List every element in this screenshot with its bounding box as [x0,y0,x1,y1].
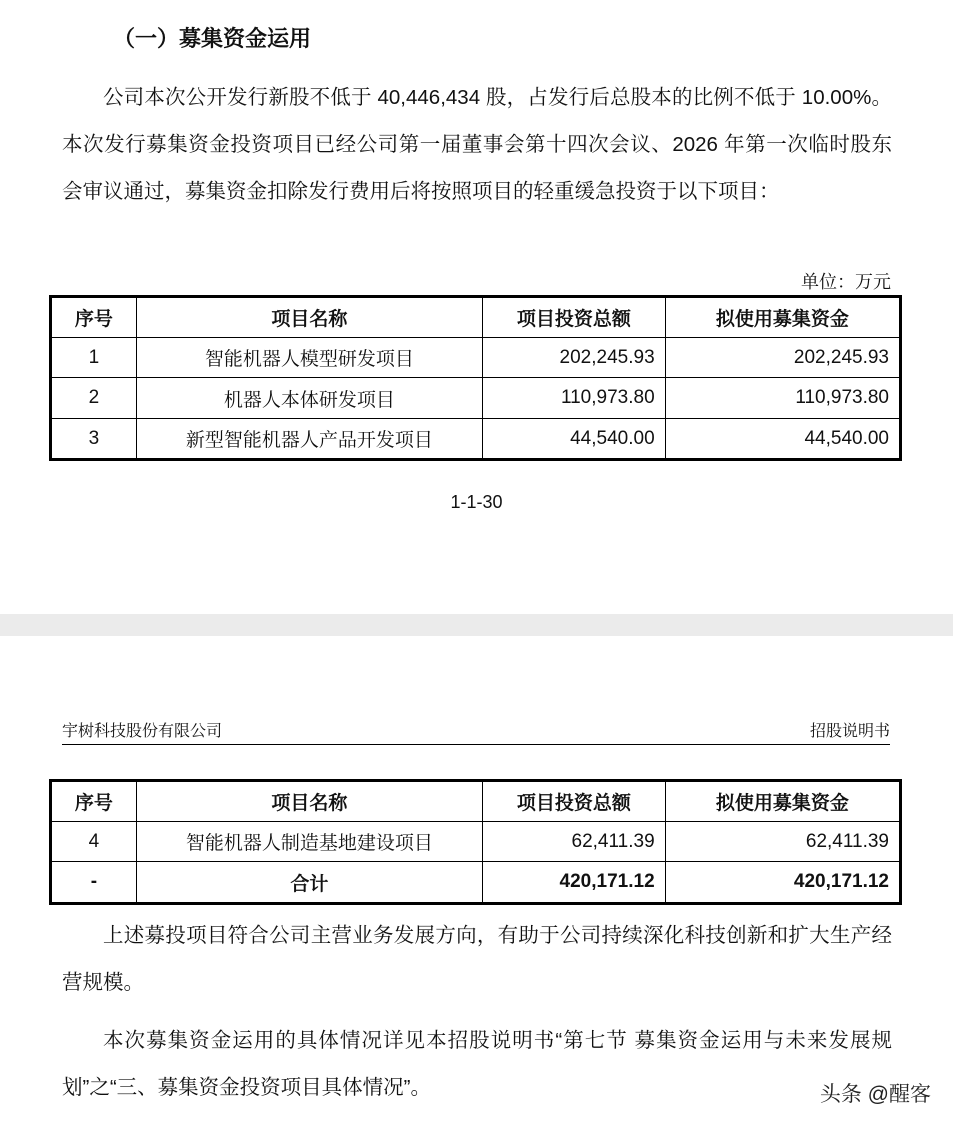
cell: 420,171.12 [665,862,900,904]
section-title: （一）募集资金运用 [113,26,312,51]
unit-label: 单位：万元 [801,272,891,292]
reference-paragraph: 本次募集资金运用的具体情况详见本招股说明书“第七节 募集资金运用与未来发展规划”之“三、募集资金投资项目具体情况”。 [62,1029,892,1099]
header-cell: 序号 [51,781,137,822]
intro-paragraph: 公司本次公开发行新股不低于 40,446,434 股，占发行后总股本的比例不低于 10.00%。本次发行募集资金投资项目已经公司第一届董事会第十四次会议、2026 年第一次临时股东会审议通过，募集资金扣除发行费用后将按照项目的轻重缓急投资于以下项目： [62,86,892,203]
cell: 62,411.39 [665,822,900,862]
page-number: 1-1-30 [450,492,503,512]
cell: 2 [51,378,137,419]
page-separator [0,614,953,636]
watermark: 头条 @醒客 [819,1083,931,1106]
table-header-row [51,781,901,822]
header-cell: 项目名称 [136,297,482,338]
header-company: 宇树科技股份有限公司 [62,723,223,740]
header-doc-type: 招股说明书 [809,723,890,740]
cell: 110,973.80 [665,378,900,419]
table-total-row [51,862,901,904]
table-row [51,419,901,460]
cell: 110,973.80 [483,378,666,419]
fund-table-part2 [49,779,902,905]
table-row [51,338,901,378]
cell: 智能机器人模型研发项目 [136,338,482,378]
header-cell: 项目投资总额 [483,781,666,822]
table-header-row [51,297,901,338]
header-cell: 拟使用募集资金 [665,781,900,822]
summary-paragraph: 上述募投项目符合公司主营业务发展方向，有助于公司持续深化科技创新和扩大生产经营规模。 [62,924,892,994]
cell: 机器人本体研发项目 [136,378,482,419]
cell: 202,245.93 [483,338,666,378]
header-cell: 拟使用募集资金 [665,297,900,338]
header-cell: 序号 [51,297,137,338]
cell: 202,245.93 [665,338,900,378]
cell: 420,171.12 [483,862,666,904]
cell: 1 [51,338,137,378]
header-cell: 项目名称 [136,781,482,822]
cell: 智能机器人制造基地建设项目 [136,822,482,862]
cell: - [51,862,137,904]
fund-table-part1 [49,295,902,461]
header-cell: 项目投资总额 [483,297,666,338]
cell: 4 [51,822,137,862]
cell: 44,540.00 [483,419,666,460]
table-row [51,378,901,419]
cell: 合计 [136,862,482,904]
page-header [62,722,890,745]
cell: 新型智能机器人产品开发项目 [136,419,482,460]
cell: 3 [51,419,137,460]
cell: 44,540.00 [665,419,900,460]
cell: 62,411.39 [483,822,666,862]
table-row [51,822,901,862]
